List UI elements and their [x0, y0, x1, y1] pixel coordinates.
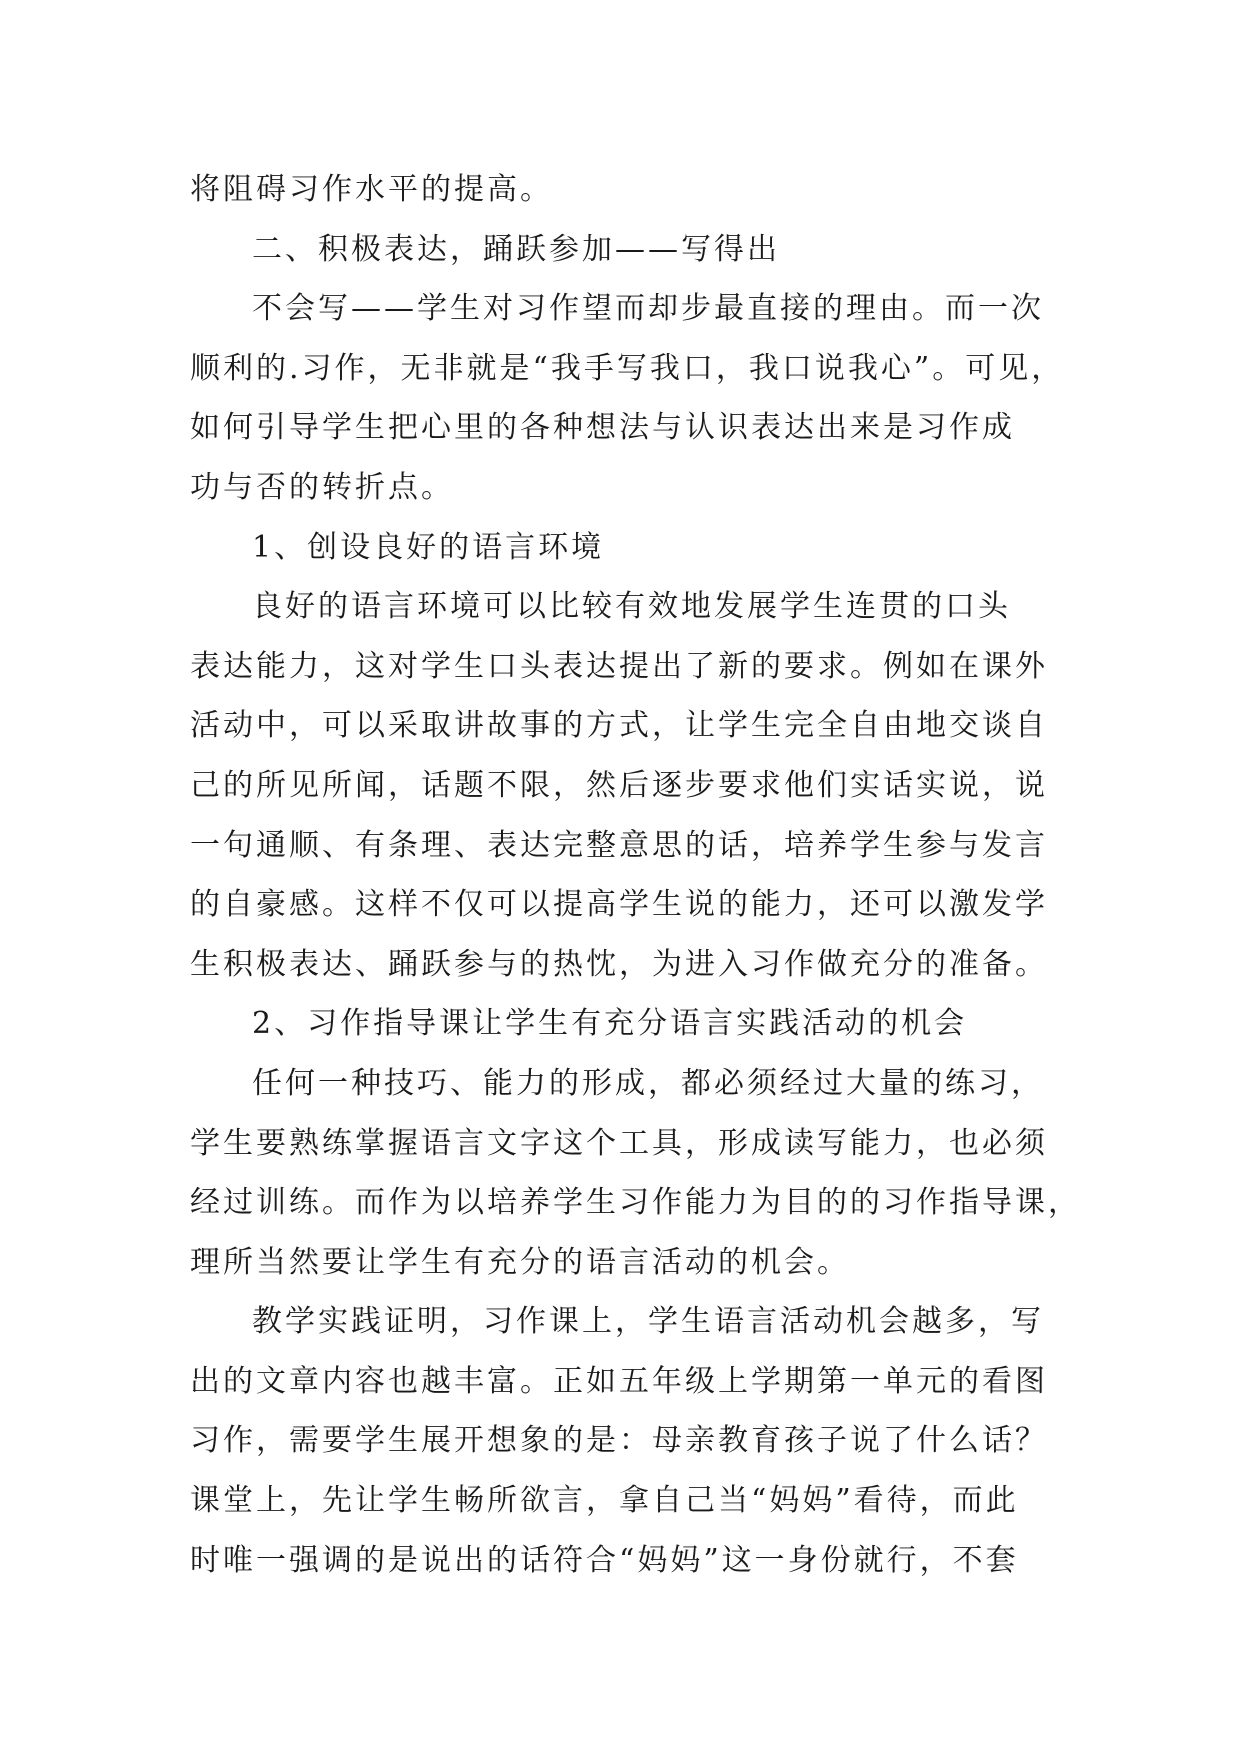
- text-line: 的自豪感。这样不仅可以提高学生说的能力，还可以激发学: [190, 887, 1048, 923]
- text-line: 活动中，可以采取讲故事的方式，让学生完全自由地交谈自: [190, 708, 1048, 744]
- text-line: 任何一种技巧、能力的形成，都必须经过大量的练习，: [252, 1065, 1044, 1101]
- subsection-heading: 1、创设良好的语言环境: [252, 529, 605, 565]
- subsection-heading: 2、习作指导课让学生有充分语言实践活动的机会: [252, 1006, 968, 1042]
- text-line: 良好的语言环境可以比较有效地发展学生连贯的口头: [252, 589, 1011, 625]
- text-line: 学生要熟练掌握语言文字这个工具，形成读写能力，也必须: [190, 1125, 1048, 1161]
- text-line: 表达能力，这对学生口头表达提出了新的要求。例如在课外: [190, 648, 1048, 684]
- text-line: 一句通顺、有条理、表达完整意思的话，培养学生参与发言: [190, 827, 1048, 863]
- text-line: 经过训练。而作为以培养学生习作能力为目的的习作指导课，: [190, 1185, 1081, 1221]
- text-line: 如何引导学生把心里的各种想法与认识表达出来是习作成: [190, 410, 1015, 446]
- section-heading: 二、积极表达，踊跃参加——写得出: [252, 231, 780, 267]
- text-line: 课堂上，先让学生畅所欲言，拿自己当“妈妈”看待，而此: [190, 1483, 1019, 1519]
- text-line: 将阻碍习作水平的提高。: [190, 172, 553, 207]
- text-line: 己的所见所闻，话题不限，然后逐步要求他们实话实说，说: [190, 767, 1048, 803]
- text-line: 生积极表达、踊跃参与的热忱，为进入习作做充分的准备。: [190, 946, 1048, 982]
- text-line: 时唯一强调的是说出的话符合“妈妈”这一身份就行，不套: [190, 1542, 1019, 1578]
- text-line: 顺利的.习作，无非就是“我手写我口，我口说我心”。可见，: [190, 350, 1065, 386]
- text-line: 不会写——学生对习作望而却步最直接的理由。而一次: [252, 291, 1044, 327]
- text-line: 教学实践证明，习作课上，学生语言活动机会越多，写: [252, 1304, 1044, 1340]
- text-line: 习作，需要学生展开想象的是：母亲教育孩子说了什么话？: [190, 1423, 1048, 1459]
- document-body: [190, 160, 1081, 1590]
- text-line: 理所当然要让学生有充分的语言活动的机会。: [190, 1244, 850, 1280]
- text-line: 功与否的转折点。: [190, 469, 454, 505]
- text-line: 出的文章内容也越丰富。正如五年级上学期第一单元的看图: [190, 1363, 1048, 1399]
